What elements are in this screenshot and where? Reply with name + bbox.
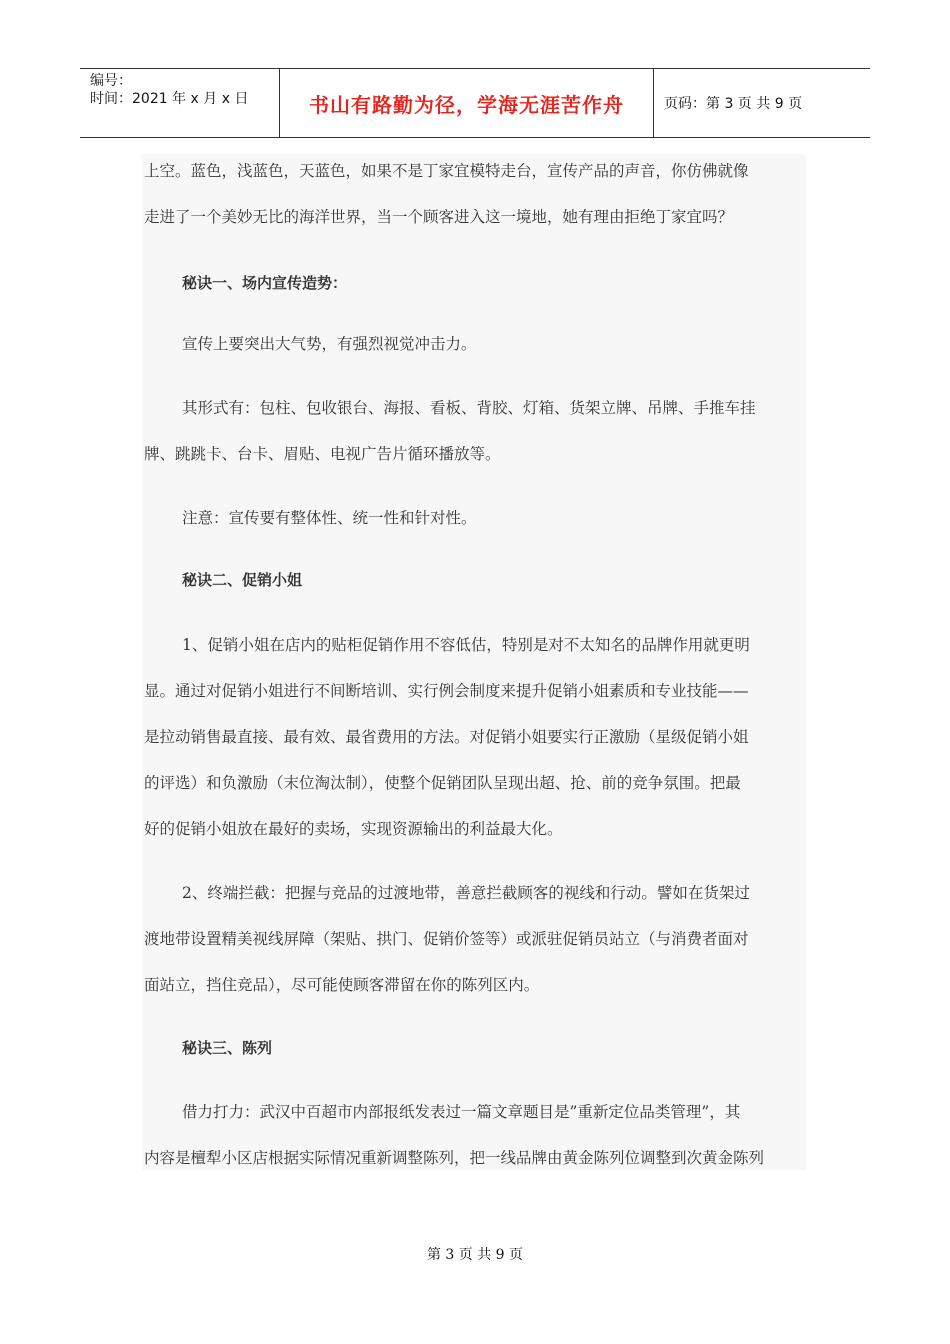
body-line: 走进了一个美妙无比的海洋世界，当一个顾客进入这一境地，她有理由拒绝丁家宜吗？ xyxy=(144,208,734,226)
body-line: 2、终端拦截：把握与竞品的过渡地带，善意拦截顾客的视线和行动。譬如在货架过 xyxy=(182,884,750,902)
body-line: 借力打力：武汉中百超市内部报纸发表过一篇文章题目是”重新定位品类管理”，其 xyxy=(182,1103,741,1121)
body-line: 宣传上要突出大气势，有强烈视觉冲击力。 xyxy=(182,335,477,353)
document-body xyxy=(142,154,806,1170)
header-meta xyxy=(80,69,280,137)
body-line: 好的促销小姐放在最好的卖场，实现资源输出的利益最大化。 xyxy=(144,820,563,838)
section-heading-1: 秘诀一、场内宣传造势： xyxy=(182,274,348,292)
body-line: 上空。蓝色，浅蓝色，天蓝色，如果不是丁家宜模特走台，宣传产品的声音，你仿佛就像 xyxy=(144,162,749,180)
body-line: 的评选）和负激励（末位淘汰制），使整个促销团队呈现出超、抢、前的竞争氛围。把最 xyxy=(144,774,741,792)
section-heading-3: 秘诀三、陈列 xyxy=(182,1039,273,1057)
page-header xyxy=(80,68,870,138)
body-line: 1、促销小姐在店内的贴柜促销作用不容低估，特别是对不太知名的品牌作用就更明 xyxy=(182,636,750,654)
document-date: 时间：2021 年 x 月 x 日 xyxy=(90,91,249,107)
body-line: 是拉动销售最直接、最有效、最省费用的方法。对促销小姐要实行正激励（星级促销小姐 xyxy=(144,728,749,746)
header-page-info: 页码：第 3 页 共 9 页 xyxy=(664,96,803,112)
page-footer: 第 3 页 共 9 页 xyxy=(426,1247,524,1263)
body-line: 注意：宣传要有整体性、统一性和针对性。 xyxy=(182,509,477,527)
body-line: 面站立，挡住竞品），尽可能使顾客滞留在你的陈列区内。 xyxy=(144,976,540,994)
section-heading-2: 秘诀二、促销小姐 xyxy=(182,571,303,589)
header-motto: 书山有路勤为径，学海无涯苦作舟 xyxy=(280,69,654,137)
body-line: 渡地带设置精美视线屏障（架贴、拱门、促销价签等）或派驻促销员站立（与消费者面对 xyxy=(144,930,749,948)
body-line: 显。通过对促销小姐进行不间断培训、实行例会制度来提升促销小姐素质和专业技能—— xyxy=(144,682,749,700)
body-line: 牌、跳跳卡、台卡、眉贴、电视广告片循环播放等。 xyxy=(144,445,501,463)
body-line: 内容是檀犁小区店根据实际情况重新调整陈列，把一线品牌由黄金陈列位调整到次黄金陈列 xyxy=(144,1149,765,1167)
body-line: 其形式有：包柱、包收银台、海报、看板、背胶、灯箱、货架立牌、吊牌、手推车挂 xyxy=(182,399,756,417)
document-number: 编号： xyxy=(90,73,132,89)
